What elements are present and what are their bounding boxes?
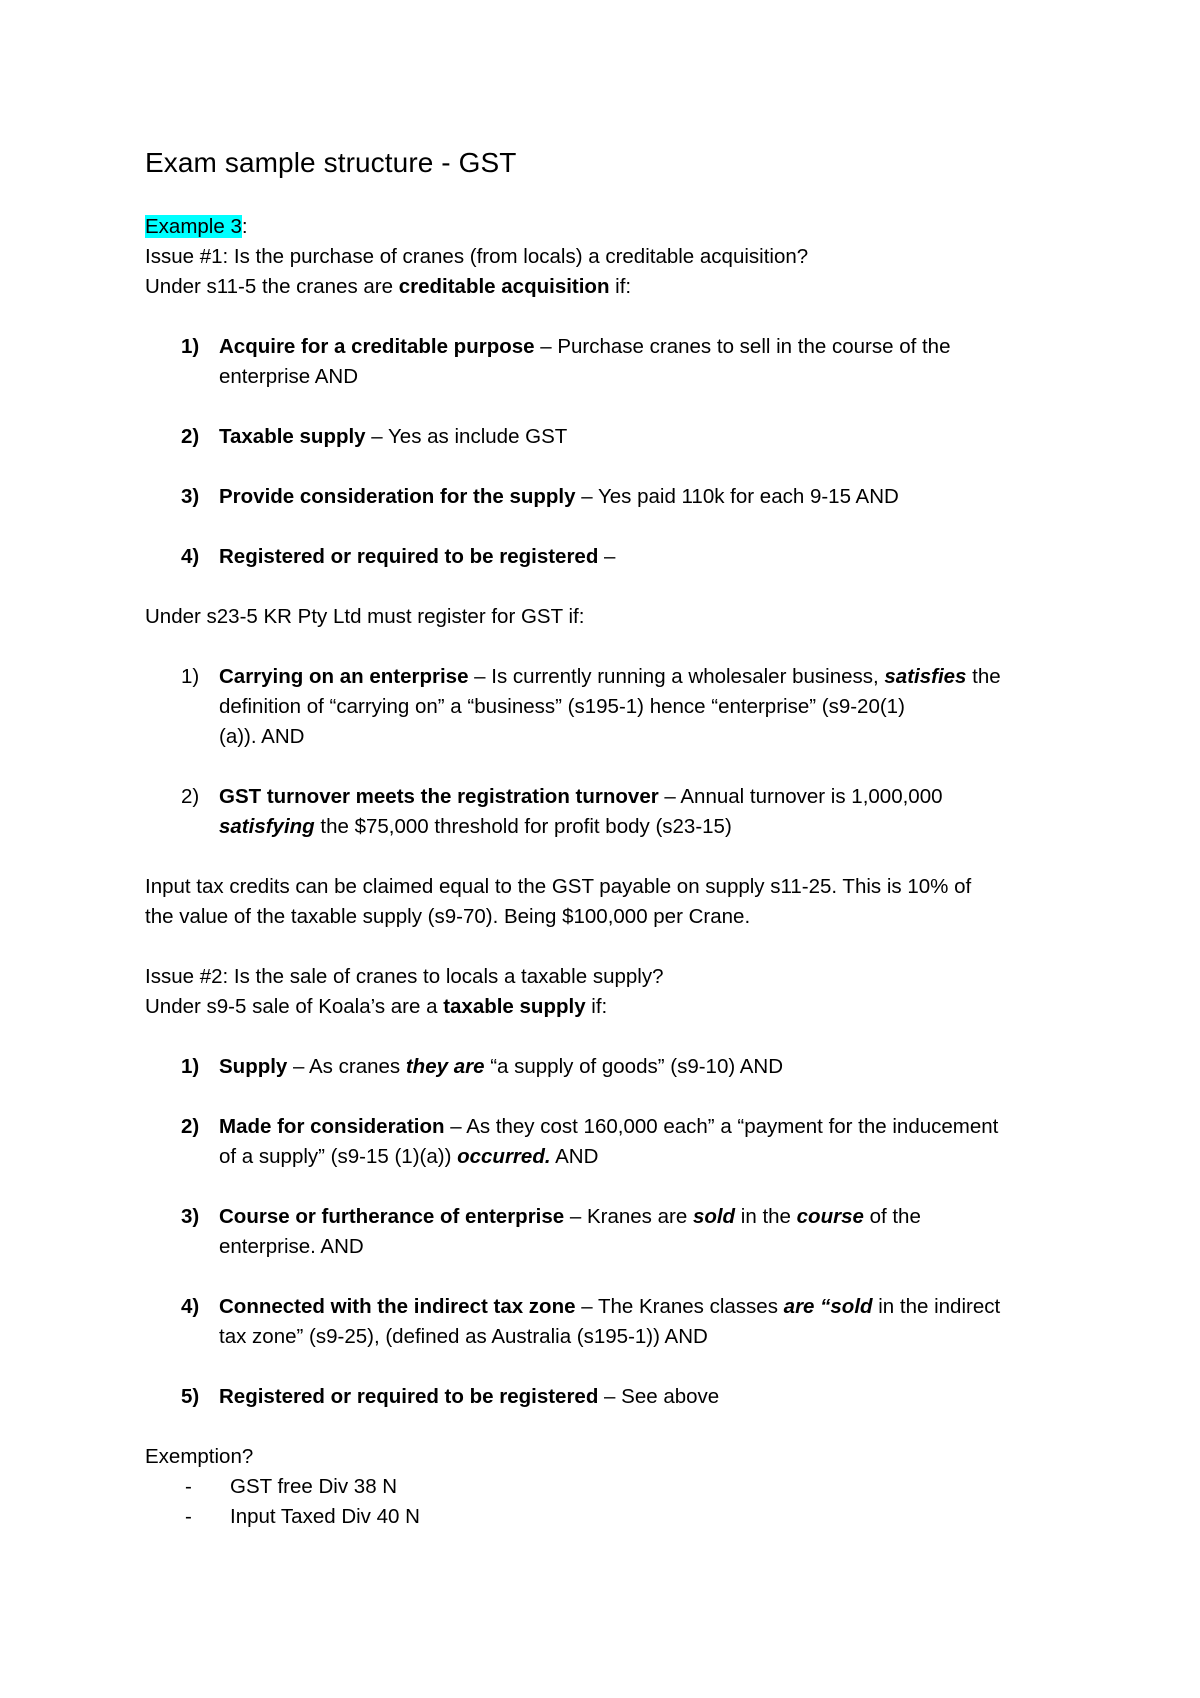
italic-term: course bbox=[796, 1205, 864, 1228]
item-text: – Yes as include GST bbox=[365, 425, 568, 448]
text-span: if: bbox=[585, 995, 608, 1018]
item-text: – Yes paid 110k for each 9-15 AND bbox=[575, 485, 899, 508]
registration-list bbox=[145, 662, 1070, 842]
item-number: 4) bbox=[181, 1295, 200, 1318]
italic-term: they are bbox=[405, 1055, 485, 1078]
under-s9-5-line bbox=[145, 992, 1070, 1022]
item-text: “a supply of goods” (s9-10) AND bbox=[484, 1055, 784, 1078]
creditable-acquisition-list bbox=[145, 332, 1070, 572]
exemption-list bbox=[145, 1472, 1070, 1532]
list-item bbox=[145, 1112, 1070, 1172]
item-text-continuation: enterprise. AND bbox=[219, 1235, 364, 1258]
bold-term: taxable supply bbox=[443, 995, 586, 1018]
item-text: – bbox=[598, 545, 616, 568]
text-span: Under s9-5 sale of Koala’s are a bbox=[145, 995, 444, 1018]
text-span: Under s11-5 the cranes are bbox=[145, 275, 399, 298]
italic-term: occurred. bbox=[457, 1145, 551, 1168]
list-item bbox=[145, 482, 1070, 512]
example-colon: : bbox=[241, 215, 248, 238]
item-number: 1) bbox=[181, 665, 200, 688]
example-label-highlight: Example 3 bbox=[145, 215, 242, 238]
item-number: 3) bbox=[181, 1205, 200, 1228]
issue-2-heading: Issue #2: Is the sale of cranes to locals a taxable supply? bbox=[145, 965, 664, 988]
bold-term: GST turnover meets the registration turnover bbox=[219, 785, 659, 808]
bold-term: Connected with the indirect tax zone bbox=[219, 1295, 576, 1318]
item-text-continuation: of a supply” (s9-15 (1)(a)) bbox=[219, 1145, 458, 1168]
list-item bbox=[145, 662, 1070, 752]
item-text-continuation: tax zone” (s9-25), (defined as Australia (s195-1)) AND bbox=[219, 1325, 708, 1348]
under-s11-5-line bbox=[145, 272, 1070, 302]
item-number: 2) bbox=[181, 1115, 200, 1138]
input-tax-credit-line-2: the value of the taxable supply (s9-70). Being $100,000 per Crane. bbox=[145, 905, 751, 928]
item-text-continuation: (a)). AND bbox=[219, 725, 305, 748]
italic-term: sold bbox=[692, 1205, 736, 1228]
item-text-continuation: the $75,000 threshold for profit body (s23-15) bbox=[314, 815, 732, 838]
bold-term: Supply bbox=[219, 1055, 288, 1078]
bold-term: Taxable supply bbox=[219, 425, 366, 448]
item-text: – See above bbox=[598, 1385, 720, 1408]
italic-term: are “sold bbox=[783, 1295, 873, 1318]
list-item bbox=[145, 332, 1070, 392]
item-text: – The Kranes classes bbox=[575, 1295, 784, 1318]
item-text: the bbox=[966, 665, 1001, 688]
item-text: in the indirect bbox=[872, 1295, 1001, 1318]
item-text-continuation: AND bbox=[550, 1145, 599, 1168]
text-span: if: bbox=[609, 275, 632, 298]
list-item bbox=[145, 542, 1070, 572]
item-number: 2) bbox=[181, 785, 200, 808]
list-item bbox=[145, 1292, 1070, 1352]
exemption-heading: Exemption? bbox=[145, 1445, 254, 1468]
list-item bbox=[145, 1382, 1070, 1412]
item-text: of the bbox=[863, 1205, 921, 1228]
list-item bbox=[145, 1502, 1070, 1532]
bold-term: Registered or required to be registered bbox=[219, 545, 599, 568]
list-item bbox=[145, 782, 1070, 842]
bold-term: Acquire for a creditable purpose bbox=[219, 335, 535, 358]
item-number: 5) bbox=[181, 1385, 200, 1408]
item-text: GST free Div 38 N bbox=[230, 1475, 398, 1498]
item-number: 4) bbox=[181, 545, 200, 568]
item-number: 1) bbox=[181, 335, 200, 358]
item-text: – Is currently running a wholesaler business, bbox=[468, 665, 885, 688]
item-text: Input Taxed Div 40 N bbox=[230, 1505, 420, 1528]
item-number: 3) bbox=[181, 485, 200, 508]
bold-term: Carrying on an enterprise bbox=[219, 665, 469, 688]
item-text: – Kranes are bbox=[564, 1205, 693, 1228]
bold-term: Made for consideration bbox=[219, 1115, 445, 1138]
input-tax-credit-line-1: Input tax credits can be claimed equal to the GST payable on supply s11-25. This is 10% of bbox=[145, 875, 972, 898]
bold-term: creditable acquisition bbox=[398, 275, 610, 298]
item-text-continuation: definition of “carrying on” a “business” (s195-1) hence “enterprise” (s9-20(1) bbox=[219, 695, 905, 718]
italic-term: satisfies bbox=[884, 665, 967, 688]
item-text: – As they cost 160,000 each” a “payment for the inducement bbox=[444, 1115, 999, 1138]
item-text: – Annual turnover is 1,000,000 bbox=[658, 785, 943, 808]
list-item bbox=[145, 1202, 1070, 1262]
item-text: – Purchase cranes to sell in the course of the bbox=[534, 335, 951, 358]
taxable-supply-list bbox=[145, 1052, 1070, 1412]
under-s23-5-line: Under s23-5 KR Pty Ltd must register for GST if: bbox=[145, 605, 585, 628]
dash-bullet: - bbox=[185, 1505, 192, 1528]
item-text-continuation: enterprise AND bbox=[219, 365, 359, 388]
italic-term: satisfying bbox=[219, 815, 315, 838]
item-number: 1) bbox=[181, 1055, 200, 1078]
page-title: Exam sample structure - GST bbox=[145, 147, 517, 178]
item-number: 2) bbox=[181, 425, 200, 448]
list-item bbox=[145, 422, 1070, 452]
issue-1-heading: Issue #1: Is the purchase of cranes (from locals) a creditable acquisition? bbox=[145, 245, 809, 268]
dash-bullet: - bbox=[185, 1475, 192, 1498]
item-text: – As cranes bbox=[287, 1055, 406, 1078]
list-item bbox=[145, 1472, 1070, 1502]
bold-term: Provide consideration for the supply bbox=[219, 485, 576, 508]
item-text: in the bbox=[735, 1205, 797, 1228]
list-item bbox=[145, 1052, 1070, 1082]
bold-term: Course or furtherance of enterprise bbox=[219, 1205, 565, 1228]
bold-term: Registered or required to be registered bbox=[219, 1385, 599, 1408]
example-heading bbox=[145, 212, 1070, 242]
